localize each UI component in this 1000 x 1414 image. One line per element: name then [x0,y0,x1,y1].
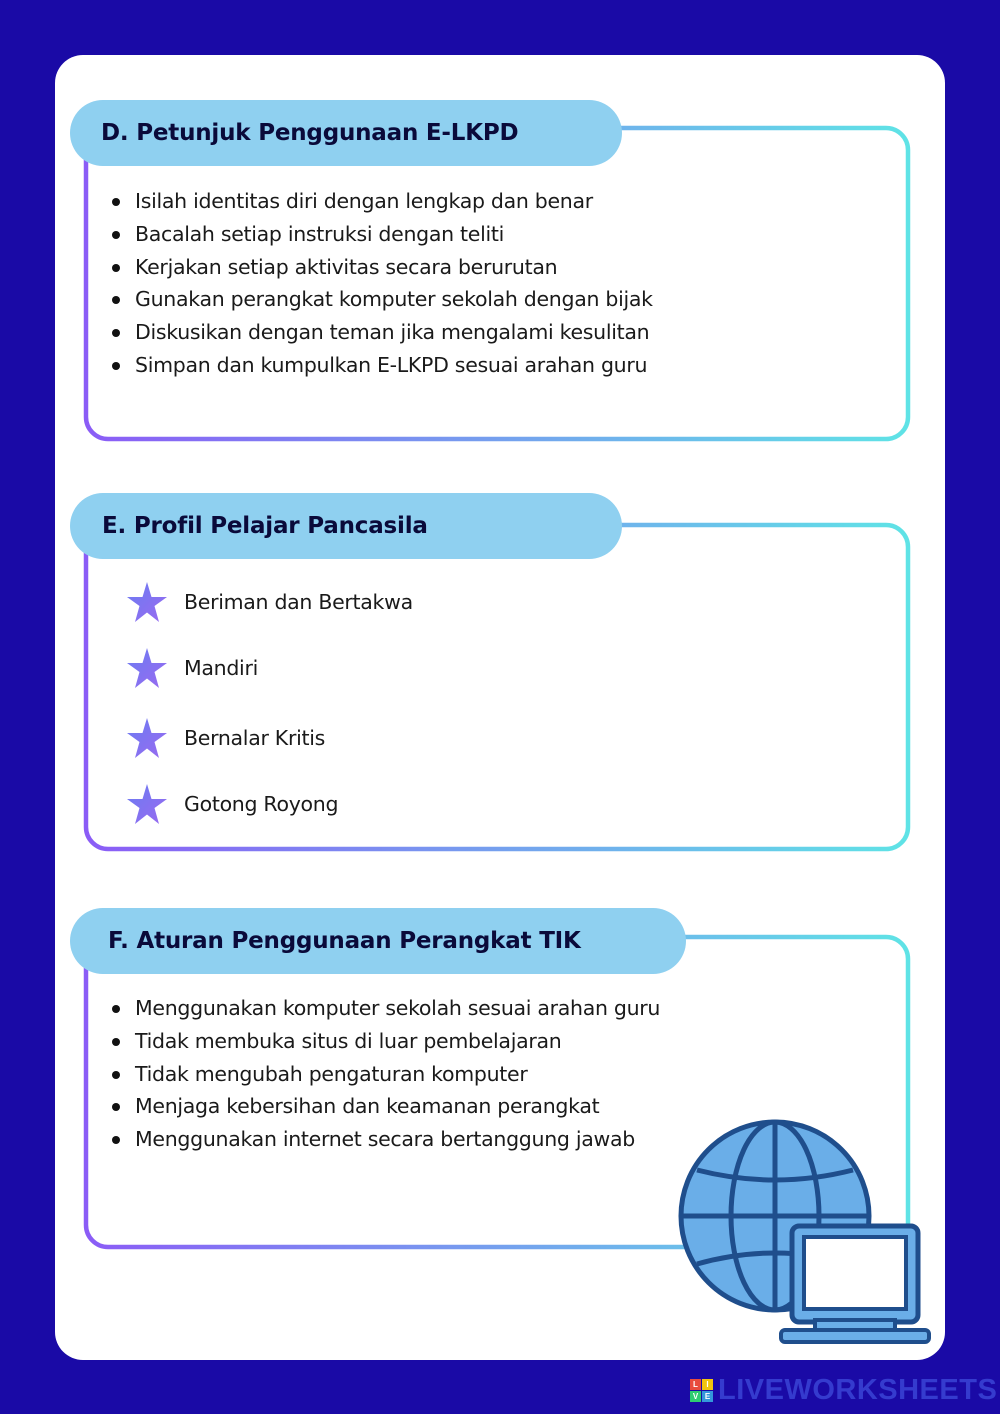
profile-label: Gotong Royong [184,792,339,816]
logo-letter: I [702,1379,713,1390]
star-icon [125,782,169,826]
star-icon [125,580,169,624]
liveworksheets-logo-icon [690,1379,713,1402]
star-icon [125,646,169,690]
list-item: Kerjakan setiap aktivitas secara berurutan [108,251,653,284]
profile-item [125,782,338,826]
profile-label: Mandiri [184,656,258,680]
section-f-title: F. Aturan Penggunaan Perangkat TIK [108,928,581,954]
star-icon [125,716,169,760]
section-e-header [70,493,622,559]
section-f-header [70,908,686,974]
list-item: Diskusikan dengan teman jika mengalami kesulitan [108,316,653,349]
profile-item [125,646,258,690]
list-item: Menggunakan komputer sekolah sesuai arahan guru [108,992,660,1025]
list-item: Menjaga kebersihan dan keamanan perangkat [108,1090,660,1123]
section-f-list [108,992,660,1156]
liveworksheets-watermark [690,1374,997,1406]
list-item: Gunakan perangkat komputer sekolah dengan bijak [108,283,653,316]
profile-label: Bernalar Kritis [184,726,325,750]
profile-item [125,580,413,624]
profile-label: Beriman dan Bertakwa [184,590,413,614]
list-item: Tidak mengubah pengaturan komputer [108,1058,660,1091]
logo-letter: V [690,1391,701,1402]
list-item: Tidak membuka situs di luar pembelajaran [108,1025,660,1058]
list-item: Bacalah setiap instruksi dengan teliti [108,218,653,251]
logo-letter: L [690,1379,701,1390]
watermark-text: LIVEWORKSHEETS [718,1373,998,1406]
list-item: Menggunakan internet secara bertanggung jawab [108,1123,660,1156]
section-d-title: D. Petunjuk Penggunaan E-LKPD [101,120,519,146]
globe-computer-icon [675,1118,940,1348]
section-e-title: E. Profil Pelajar Pancasila [102,513,428,539]
list-item: Simpan dan kumpulkan E-LKPD sesuai arahan guru [108,349,653,382]
section-d-list [108,185,653,382]
section-d-header [70,100,622,166]
profile-item [125,716,325,760]
list-item: Isilah identitas diri dengan lengkap dan benar [108,185,653,218]
logo-letter: E [702,1391,713,1402]
